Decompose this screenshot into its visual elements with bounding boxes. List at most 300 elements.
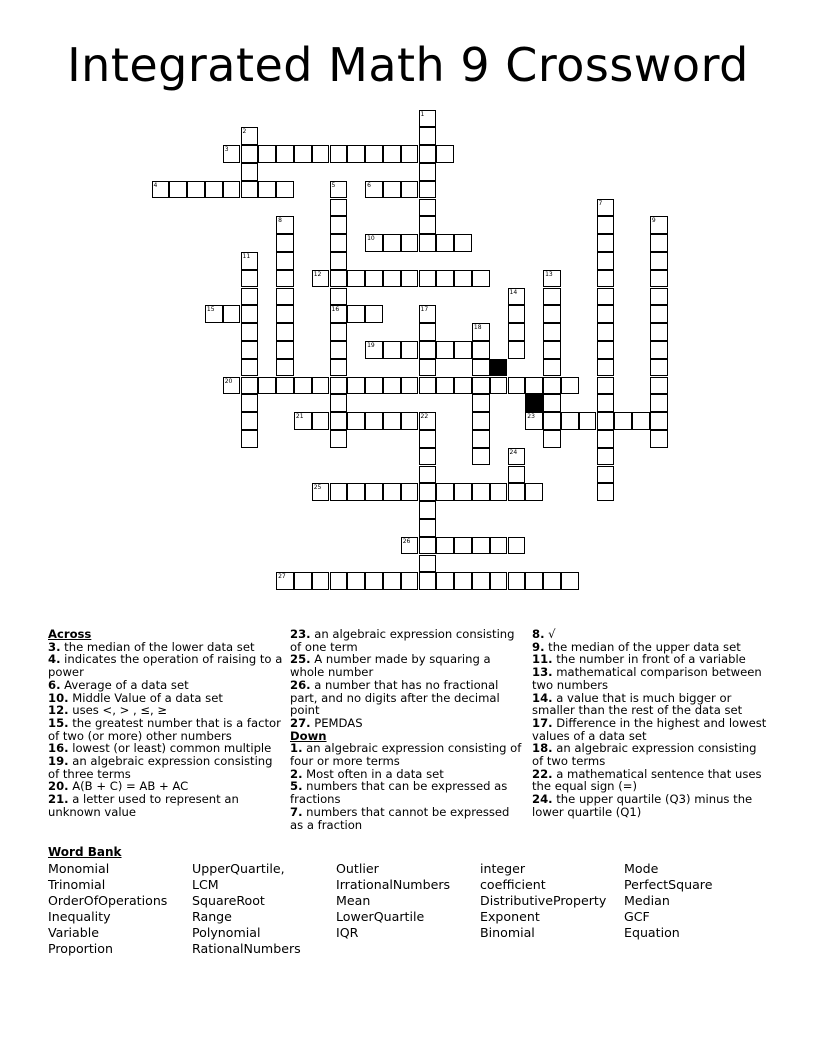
clues-column-3 [532,628,768,819]
clue-down-1 [290,742,526,767]
word-bank-item: IrrationalNumbers [336,877,451,893]
crossword-cell[interactable] [365,572,383,590]
crossword-cell[interactable] [419,323,437,341]
crossword-cell[interactable] [401,234,419,252]
crossword-cell[interactable] [276,359,294,377]
crossword-cell[interactable] [312,377,330,395]
crossword-cell[interactable] [330,483,348,501]
word-bank-item: Trinomial [48,877,106,893]
clue-text: a mathematical sentence that uses the equal sign (=) [532,766,762,794]
crossword-cell[interactable] [508,483,526,501]
crossword-cell[interactable] [436,572,454,590]
clue-number: 27. [290,715,311,730]
crossword-cell[interactable] [436,377,454,395]
clue-number-label: 5 [331,181,336,189]
crossword-cell[interactable] [472,412,490,430]
clue-number: 24. [532,792,553,807]
clue-number-label: 12 [313,270,322,278]
crossword-cell[interactable] [241,341,259,359]
crossword-cell[interactable] [401,377,419,395]
crossword-cell[interactable] [258,377,276,395]
word-bank-item: Proportion [48,941,113,957]
crossword-cell[interactable] [347,412,365,430]
crossword-cell[interactable] [419,127,437,145]
crossword-cell[interactable] [223,305,241,323]
clue-text: a number that has no fractional part, and no digits after the decimal point [290,677,500,718]
crossword-cell[interactable] [347,305,365,323]
crossword-cell[interactable] [276,270,294,288]
crossword-cell[interactable] [294,145,312,163]
crossword-cell[interactable] [490,377,508,395]
clue-number-label: 3 [224,146,229,154]
crossword-cell[interactable] [276,323,294,341]
crossword-cell[interactable] [312,145,330,163]
crossword-cell[interactable] [508,466,526,484]
clue-number: 4. [48,652,61,667]
crossword-cell[interactable] [383,181,401,199]
crossword-cell[interactable] [454,270,472,288]
crossword-cell[interactable] [472,270,490,288]
crossword-cell[interactable] [401,572,419,590]
crossword-cell[interactable] [650,359,668,377]
crossword-cell[interactable] [419,145,437,163]
clue-down-22 [532,768,768,793]
clue-text: Average of a data set [60,677,189,692]
crossword-cell[interactable] [508,572,526,590]
clue-text: the greatest number that is a factor of two (or more) other numbers [48,715,281,743]
clue-number-label: 24 [509,448,518,456]
word-bank-item: Exponent [480,909,540,925]
crossword-cell[interactable] [597,270,615,288]
crossword-cell[interactable] [365,145,383,163]
crossword-cell[interactable] [330,430,348,448]
word-bank-item: coefficient [480,877,546,893]
crossword-cell[interactable] [169,181,187,199]
crossword-cell[interactable] [276,181,294,199]
clue-number-label: 7 [598,199,603,207]
crossword-cell[interactable] [419,341,437,359]
crossword-cell[interactable] [508,377,526,395]
clue-number: 5. [290,779,303,794]
crossword-cell[interactable] [419,216,437,234]
crossword-cell[interactable] [419,519,437,537]
crossword-cell[interactable] [436,270,454,288]
crossword-cell[interactable] [650,305,668,323]
clue-number: 13. [532,665,553,680]
clue-number-label: 1 [420,110,425,118]
crossword-cell[interactable] [597,305,615,323]
crossword-cell[interactable] [614,412,632,430]
word-bank-item: RationalNumbers [192,941,301,957]
clue-number-label: 19 [367,341,375,349]
clue-number-label: 18 [473,324,482,332]
word-bank-item: Monomial [48,861,110,876]
crossword-cell[interactable] [276,288,294,306]
crossword-cell[interactable] [205,181,223,199]
crossword-cell[interactable] [472,430,490,448]
clue-down-18 [532,742,768,767]
crossword-cell[interactable] [276,305,294,323]
crossword-cell[interactable] [650,323,668,341]
crossword-cell[interactable] [276,145,294,163]
clue-number-label: 4 [153,181,158,189]
crossword-cell[interactable] [383,341,401,359]
crossword-cell[interactable] [241,412,259,430]
crossword-cell[interactable] [241,323,259,341]
crossword-cell[interactable] [383,145,401,163]
crossword-cell[interactable] [472,537,490,555]
word-bank-item: Outlier [336,861,379,876]
clue-number-label: 20 [224,377,233,385]
clue-text: numbers that cannot be expressed as a fraction [290,804,510,832]
crossword-cell[interactable] [525,572,543,590]
clue-text: the number in front of a variable [552,652,746,667]
crossword-cell[interactable] [330,572,348,590]
crossword-cell[interactable] [543,323,561,341]
crossword-cell[interactable] [383,483,401,501]
crossword-cell[interactable] [187,181,205,199]
clue-number-label: 9 [651,217,656,225]
crossword-cell[interactable] [330,377,348,395]
crossword-cell[interactable] [330,234,348,252]
crossword-cell[interactable] [330,145,348,163]
crossword-cell[interactable] [454,572,472,590]
clue-across-27 [290,717,526,730]
crossword-cell[interactable] [436,341,454,359]
crossword-cell[interactable] [632,412,650,430]
clue-number-label: 17 [420,306,429,314]
crossword-cell[interactable] [597,483,615,501]
clue-number: 18. [532,741,553,756]
crossword-cell[interactable] [276,252,294,270]
clue-text: an algebraic expression consisting of one term [290,627,515,654]
word-bank-item: Binomial [480,925,535,941]
crossword-cell[interactable] [454,377,472,395]
crossword-cell[interactable] [508,305,526,323]
word-bank-column [336,861,450,941]
clue-number: 12. [48,703,69,718]
crossword-cell[interactable] [294,377,312,395]
crossword-cell[interactable] [330,341,348,359]
crossword-cell[interactable] [419,501,437,519]
clue-text: lowest (or least) common multiple [68,741,272,756]
crossword-cell[interactable] [401,412,419,430]
crossword-cell[interactable] [436,483,454,501]
crossword-cell[interactable] [419,555,437,573]
crossword-cell[interactable] [294,572,312,590]
crossword-cell[interactable] [490,572,508,590]
crossword-cell[interactable] [454,537,472,555]
crossword-cell[interactable] [650,234,668,252]
crossword-cell[interactable] [383,572,401,590]
word-bank-item: GCF [624,909,650,925]
crossword-cell[interactable] [508,537,526,555]
crossword-cell[interactable] [401,483,419,501]
crossword-cell[interactable] [650,288,668,306]
crossword-cell[interactable] [525,377,543,395]
clue-text: the median of the lower data set [60,639,255,654]
crossword-cell[interactable] [330,323,348,341]
clue-text: A(B + C) = AB + AC [68,779,189,794]
word-bank-item: Range [192,909,232,925]
clue-text: Middle Value of a data set [68,690,223,705]
crossword-cell[interactable] [419,181,437,199]
crossword-cell[interactable] [579,412,597,430]
clue-number-label: 10 [367,235,375,243]
clue-across-23 [290,628,526,653]
crossword-cell[interactable] [561,377,579,395]
crossword-cell[interactable] [597,359,615,377]
word-bank-item: Mean [336,893,371,909]
crossword-cell[interactable] [365,412,383,430]
crossword-cell[interactable] [365,305,383,323]
crossword-cell[interactable] [543,430,561,448]
crossword-cell[interactable] [347,145,365,163]
crossword-cell[interactable] [436,234,454,252]
clue-number: 11. [532,652,553,667]
page-title: Integrated Math 9 Crossword [67,38,749,92]
clue-across-25 [290,653,526,678]
clue-text: uses <, > , ≤, ≥ [68,703,168,718]
crossword-cell[interactable] [330,288,348,306]
crossword-cell[interactable] [241,163,259,181]
clue-text: mathematical comparison between two numbers [532,665,762,692]
clue-text: A number made by squaring a whole number [290,652,491,680]
clue-number: 26. [290,677,311,692]
crossword-cell[interactable] [276,341,294,359]
crossword-cell[interactable] [543,394,561,412]
clue-text: Difference in the highest and lowest values of a data set [532,715,767,743]
crossword-cell[interactable] [472,359,490,377]
crossword-cell[interactable] [650,270,668,288]
crossword-cell[interactable] [330,252,348,270]
crossword-cell[interactable] [365,483,383,501]
clue-number-label: 11 [242,252,251,260]
crossword-cell[interactable] [419,483,437,501]
crossword-cell[interactable] [312,572,330,590]
crossword-cell[interactable] [419,270,437,288]
crossword-cell[interactable] [330,359,348,377]
word-bank-item: DistributiveProperty [480,893,607,909]
crossword-cell[interactable] [508,323,526,341]
clue-number-label: 15 [206,306,215,314]
crossword-cell[interactable] [436,537,454,555]
clue-across-26 [290,679,526,717]
crossword-cell[interactable] [490,483,508,501]
crossword-cell[interactable] [597,216,615,234]
clue-number: 3. [48,639,61,654]
crossword-cell[interactable] [347,483,365,501]
clue-down-14 [532,692,768,717]
crossword-cell[interactable] [383,412,401,430]
word-bank-column [624,861,712,941]
crossword-cell[interactable] [330,394,348,412]
crossword-cell[interactable] [419,537,437,555]
clue-text: numbers that can be expressed as fractions [290,779,508,807]
crossword-cell[interactable] [597,394,615,412]
crossword-cell[interactable] [436,145,454,163]
crossword-cell[interactable] [419,359,437,377]
crossword-cell[interactable] [472,377,490,395]
crossword-cell[interactable] [597,234,615,252]
clue-down-24 [532,793,768,818]
crossword-cell[interactable] [419,466,437,484]
crossword-cell[interactable] [241,430,259,448]
word-bank-item: Variable [48,925,99,941]
clue-number-label: 23 [527,413,535,421]
crossword-cell[interactable] [419,163,437,181]
word-bank-item: Equation [624,925,680,941]
word-bank-item: integer [480,861,526,876]
word-bank-item: UpperQuartile, [192,861,285,876]
clue-number: 10. [48,690,69,705]
crossword-cell[interactable] [241,359,259,377]
crossword-cell[interactable] [597,341,615,359]
clue-number: 7. [290,804,303,819]
crossword-cell[interactable] [597,430,615,448]
crossword-cell[interactable] [258,181,276,199]
crossword-cell[interactable] [490,537,508,555]
clue-number: 16. [48,741,69,756]
crossword-cell[interactable] [419,448,437,466]
clue-across-19 [48,755,284,780]
clue-number: 14. [532,690,553,705]
crossword-cell[interactable] [650,412,668,430]
word-bank-item: Polynomial [192,925,261,941]
crossword-cell[interactable] [597,377,615,395]
crossword-cell[interactable] [419,377,437,395]
clue-across-21 [48,793,284,818]
crossword-cell[interactable] [258,145,276,163]
crossword-cell[interactable] [543,341,561,359]
crossword-cell[interactable] [419,430,437,448]
clue-number-label: 13 [545,270,553,278]
crossword-cell[interactable] [597,252,615,270]
crossword-cell[interactable] [561,572,579,590]
crossword-cell[interactable] [472,394,490,412]
crossword-cell[interactable] [241,377,259,395]
crossword-cell[interactable] [472,572,490,590]
crossword-cell[interactable] [401,341,419,359]
clues-column-2 [290,628,526,831]
crossword-cell[interactable] [330,270,348,288]
clue-text: an algebraic expression consisting of three terms [48,754,273,781]
crossword-cell[interactable] [330,199,348,217]
crossword-cell[interactable] [543,359,561,377]
crossword-cell[interactable] [401,181,419,199]
clue-number: 8. [532,627,545,641]
crossword-cell[interactable] [472,448,490,466]
crossword-cell[interactable] [419,234,437,252]
crossword-cell[interactable] [472,483,490,501]
clue-number: 20. [48,779,69,794]
crossword-cell[interactable] [508,341,526,359]
crossword-cell[interactable] [383,270,401,288]
crossword-cell[interactable] [543,305,561,323]
crossword-cell[interactable] [330,412,348,430]
crossword-cell[interactable] [650,394,668,412]
crossword-cell[interactable] [312,412,330,430]
word-bank-item: Inequality [48,909,111,925]
crossword-cell[interactable] [419,199,437,217]
crossword-cell[interactable] [276,234,294,252]
crossword-cell[interactable] [241,394,259,412]
clue-across-4 [48,653,284,678]
crossword-cell[interactable] [347,572,365,590]
crossword-cell[interactable] [597,288,615,306]
crossword-cell[interactable] [383,234,401,252]
clue-down-5 [290,780,526,805]
word-bank-item: IQR [336,925,359,941]
crossword-cell[interactable] [383,377,401,395]
crossword-cell[interactable] [597,412,615,430]
crossword-cell[interactable] [525,483,543,501]
crossword-cell[interactable] [472,341,490,359]
crossword-cell[interactable] [597,323,615,341]
crossword-cell[interactable] [454,234,472,252]
crossword-cell[interactable] [241,145,259,163]
crossword-cell[interactable] [543,412,561,430]
crossword-cell[interactable] [454,341,472,359]
crossword-cell[interactable] [561,412,579,430]
clue-number: 15. [48,715,69,730]
clues-column-1 [48,628,284,819]
down-heading: Down [290,728,327,743]
clue-number: 22. [532,766,553,781]
crossword-cell[interactable] [597,466,615,484]
clue-down-17 [532,717,768,742]
clue-number-label: 2 [242,128,247,136]
crossword-cell[interactable] [241,305,259,323]
clue-number: 21. [48,792,69,807]
clue-number-label: 27 [278,573,286,581]
crossword-cell[interactable] [347,270,365,288]
clue-number: 17. [532,715,553,730]
clue-number-label: 6 [367,181,371,189]
crossword-cell[interactable] [650,341,668,359]
word-bank-column [480,861,606,941]
crossword-cell[interactable] [650,430,668,448]
crossword-cell[interactable] [241,181,259,199]
crossword-cell[interactable] [276,377,294,395]
crossword-cell[interactable] [241,270,259,288]
clue-number-label: 21 [295,413,304,421]
crossword-cell[interactable] [347,377,365,395]
clue-number-label: 8 [278,217,282,225]
clue-number: 1. [290,741,303,756]
crossword-cell[interactable] [650,377,668,395]
crossword-cell[interactable] [650,252,668,270]
word-bank-item: Mode [624,861,659,876]
word-bank-item: PerfectSquare [624,877,713,893]
crossword-cell[interactable] [241,288,259,306]
crossword-cell[interactable] [365,270,383,288]
crossword-cell[interactable] [401,145,419,163]
crossword-cell[interactable] [543,377,561,395]
crossword-cell[interactable] [401,270,419,288]
crossword-cell[interactable] [419,572,437,590]
crossword-cell[interactable] [330,216,348,234]
crossword-cell[interactable] [543,288,561,306]
clue-text: an algebraic expression consisting of two terms [532,741,757,769]
crossword-cell[interactable] [543,572,561,590]
word-bank-item: OrderOfOperations [48,893,168,909]
crossword-cell[interactable] [597,448,615,466]
crossword-cell[interactable] [223,181,241,199]
clue-text: indicates the operation of raising to a power [48,652,283,680]
crossword-cell[interactable] [454,483,472,501]
crossword-cell[interactable] [365,377,383,395]
